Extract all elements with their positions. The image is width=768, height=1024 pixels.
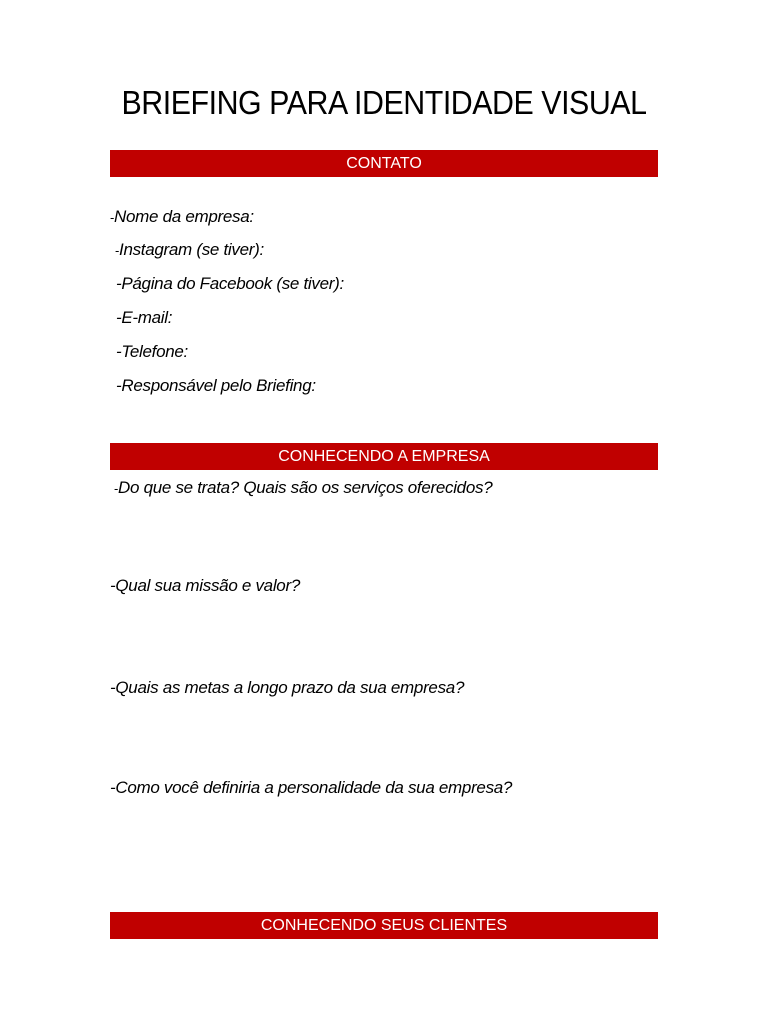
field-email: -E-mail:	[116, 308, 173, 327]
page-title: BRIEFING PARA IDENTIDADE VISUAL	[121, 84, 647, 121]
question-missao: -Qual sua missão e valor?	[110, 576, 300, 595]
field-label: Nome da empresa:	[114, 207, 254, 226]
section-header-contato: CONTATO	[110, 150, 658, 177]
field-facebook: -Página do Facebook (se tiver):	[116, 274, 344, 293]
question-servicos	[114, 478, 492, 499]
dash-marker: -	[110, 210, 115, 225]
field-nome-empresa	[110, 207, 254, 228]
dash-marker: -	[115, 243, 120, 258]
section-header-clientes: CONHECENDO SEUS CLIENTES	[110, 912, 658, 939]
question-personalidade: -Como você definiria a personalidade da sua empresa?	[110, 778, 513, 797]
field-telefone: -Telefone:	[116, 342, 188, 361]
section-header-empresa: CONHECENDO A EMPRESA	[110, 443, 658, 470]
field-responsavel: -Responsável pelo Briefing:	[116, 376, 316, 395]
question-metas: -Quais as metas a longo prazo da sua empresa?	[110, 678, 465, 697]
question-text: Do que se trata? Quais são os serviços oferecidos?	[118, 478, 493, 497]
dash-marker: -	[114, 481, 119, 496]
field-instagram	[115, 240, 264, 261]
field-label: Instagram (se tiver):	[119, 240, 264, 259]
